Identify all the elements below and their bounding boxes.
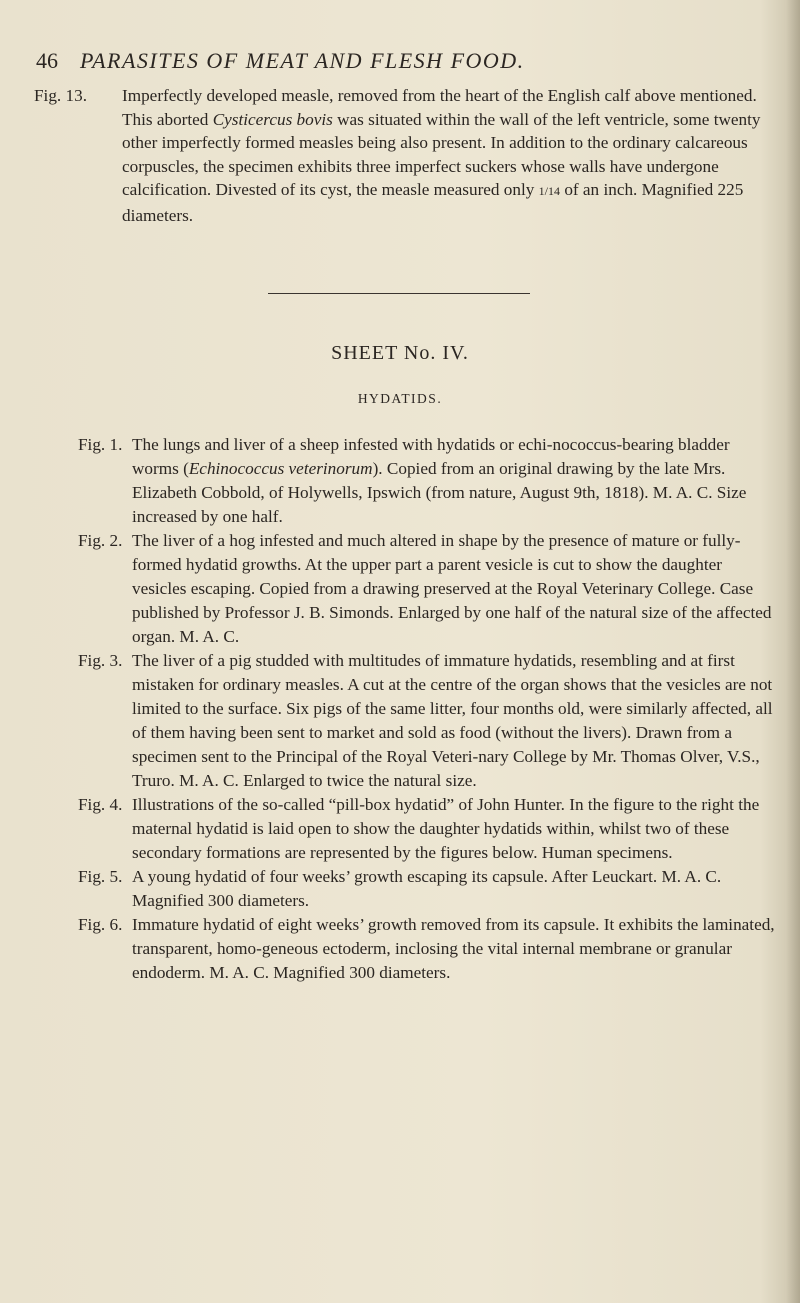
- page-edge-shadow: [786, 0, 800, 1303]
- caption-text: Imperfectly developed measle, removed from the heart of the English calf above mentioned. This aborted: [122, 86, 757, 129]
- figure-caption: [34, 84, 778, 227]
- fig-13-caption: [34, 84, 778, 227]
- figure-label: Fig. 5.: [78, 867, 123, 886]
- figure-caption: [78, 529, 778, 649]
- figure-label: Fig. 6.: [78, 915, 123, 934]
- caption-text: ). Copied from an original drawing by the late Mrs. Elizabeth Cobbold, of Holywells, Ipswich (from nature, August 9th, 1818). M. A. C. Size increased by one half.: [132, 459, 747, 526]
- section-title: HYDATIDS.: [357, 391, 443, 406]
- caption-fraction: 1/14: [538, 184, 561, 198]
- page-header: [36, 46, 776, 76]
- figure-label: Fig. 3.: [78, 651, 123, 670]
- figure-caption: [78, 793, 778, 865]
- figure-label: Fig. 1.: [78, 435, 123, 454]
- running-title: PARASITES OF MEAT AND FLESH FOOD.: [80, 48, 525, 73]
- figure-label: Fig. 13.: [34, 86, 88, 105]
- figure-captions-list: [78, 433, 778, 985]
- page-number: 46: [36, 48, 58, 73]
- caption-italic: Cysticercus bovis: [212, 109, 333, 129]
- caption-text: The liver of a pig studded with multitudes of immature hydatids, resembling and at first mistaken for ordinary measles. A cut at the centre of the organ shows that the vesicles are not limited to the surface. Six pigs of the same litter, four months old, were similarly affected, all of them having been sent to market and sold as food (without the livers). Drawn from a specimen sent to the Principal of the Royal Veteri-nary College by Mr. Thomas Olver, V.S., Truro. M. A. C. Enlarged to twice the natural size.: [132, 651, 773, 790]
- caption-italic: Echinococcus veterinorum: [188, 459, 373, 478]
- caption-text: The lungs and liver of a sheep infested with hydatids or echi-nococcus-bearing bladder worms (: [132, 435, 730, 478]
- section-divider: [268, 293, 530, 294]
- caption-text: Illustrations of the so-called “pill-box hydatid” of John Hunter. In the figure to the right the maternal hydatid is laid open to show the daughter hydatids within, whilst two of these secondary formations are represented by the figures below. Human specimens.: [132, 795, 760, 862]
- caption-text: Immature hydatid of eight weeks’ growth removed from its capsule. It exhibits the laminated, transparent, homo-geneous ectoderm, inclosing the vital internal membrane or granular endoderm. M. A. C. Magnified 300 diameters.: [132, 915, 775, 982]
- figure-label: Fig. 4.: [78, 795, 123, 814]
- figure-caption: [78, 433, 778, 529]
- figure-label: Fig. 2.: [78, 531, 123, 550]
- caption-text: of an inch. Magnified 225 diameters.: [122, 180, 744, 225]
- caption-text: was situated within the wall of the left ventricle, some twenty other imperfectly formed measles being also present. In addition to the ordinary calcareous corpuscles, the specimen exhibits three imperfect suckers whose walls have undergone calcification. Divested of its cyst, the measle measured only: [122, 109, 761, 199]
- caption-text: The liver of a hog infested and much altered in shape by the presence of mature or fully-formed hydatid growths. At the upper part a parent vesicle is cut to show the daughter vesicles escaping. Copied from a drawing preserved at the Royal Veterinary College. Case published by Professor J. B. Simonds. Enlarged by one half of the natural size of the affected organ. M. A. C.: [132, 531, 772, 646]
- caption-text: A young hydatid of four weeks’ growth escaping its capsule. After Leuckart. M. A. C. Magnified 300 diameters.: [132, 867, 722, 910]
- sheet-title: SHEET No. IV.: [331, 342, 469, 364]
- figure-caption: [78, 865, 778, 913]
- figure-caption: [78, 913, 778, 985]
- figure-caption: [78, 649, 778, 793]
